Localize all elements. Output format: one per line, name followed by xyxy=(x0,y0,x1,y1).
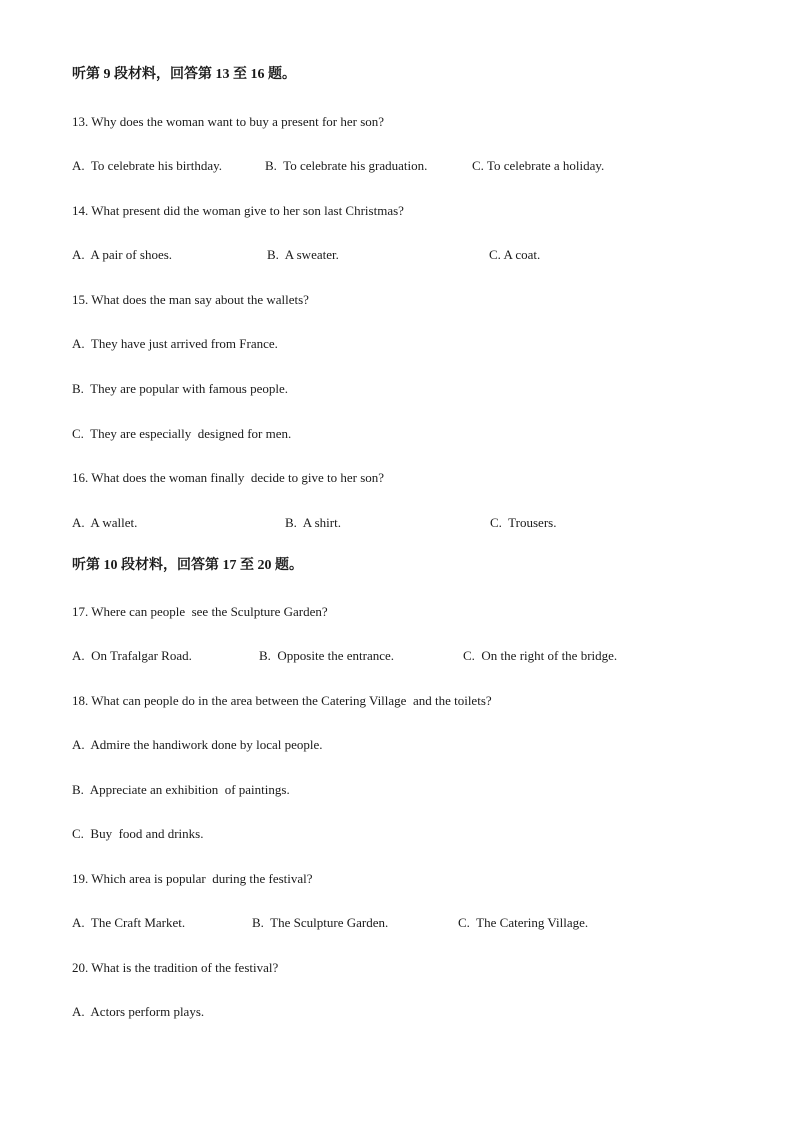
question-18-stem: 18. What can people do in the area between the Catering Village and the toilets? xyxy=(72,693,492,708)
question-17-stem: 17. Where can people see the Sculpture Garden? xyxy=(72,604,328,619)
question-19-option-b: B. The Sculpture Garden. xyxy=(252,915,389,930)
question-16-option-b: B. A shirt. xyxy=(285,515,341,530)
question-13-option-b: B. To celebrate his graduation. xyxy=(265,158,428,173)
question-16-option-a: A. A wallet. xyxy=(72,515,138,530)
question-16-option-c: C. Trousers. xyxy=(490,515,557,530)
question-19-option-a: A. The Craft Market. xyxy=(72,915,186,930)
question-19-stem: 19. Which area is popular during the festival? xyxy=(72,871,313,886)
question-17-option-c: C. On the right of the bridge. xyxy=(463,648,618,663)
question-18-option-c: C. Buy food and drinks. xyxy=(72,826,204,841)
question-15-option-b: B. They are popular with famous people. xyxy=(72,381,289,396)
question-14-stem: 14. What present did the woman give to her son last Christmas? xyxy=(72,203,404,218)
question-16-stem: 16. What does the woman finally decide to give to her son? xyxy=(72,470,385,485)
question-18-option-b: B. Appreciate an exhibition of paintings. xyxy=(72,782,290,797)
question-13-option-a: A. To celebrate his birthday. xyxy=(72,158,222,173)
question-15-option-a: A. They have just arrived from France. xyxy=(72,336,278,351)
question-15-option-c: C. They are especially designed for men. xyxy=(72,426,292,441)
question-17-option-b: B. Opposite the entrance. xyxy=(259,648,395,663)
question-14-option-b: B. A sweater. xyxy=(267,247,339,262)
section-heading-10: 听第 10 段材料，回答第 17 至 20 题。 xyxy=(72,558,303,573)
question-20-stem: 20. What is the tradition of the festival? xyxy=(72,960,279,975)
question-19-option-c: C. The Catering Village. xyxy=(458,915,589,930)
question-15-stem: 15. What does the man say about the wallets? xyxy=(72,292,309,307)
section-heading-9: 听第 9 段材料，回答第 13 至 16 题。 xyxy=(72,67,296,82)
question-18-option-a: A. Admire the handiwork done by local people. xyxy=(72,737,323,752)
question-14-option-a: A. A pair of shoes. xyxy=(72,247,173,262)
question-14-option-c: C. A coat. xyxy=(489,247,541,262)
question-20-option-a: A. Actors perform plays. xyxy=(72,1004,205,1019)
question-17-option-a: A. On Trafalgar Road. xyxy=(72,648,192,663)
question-13-option-c: C. To celebrate a holiday. xyxy=(472,158,605,173)
question-13-stem: 13. Why does the woman want to buy a present for her son? xyxy=(72,114,385,129)
